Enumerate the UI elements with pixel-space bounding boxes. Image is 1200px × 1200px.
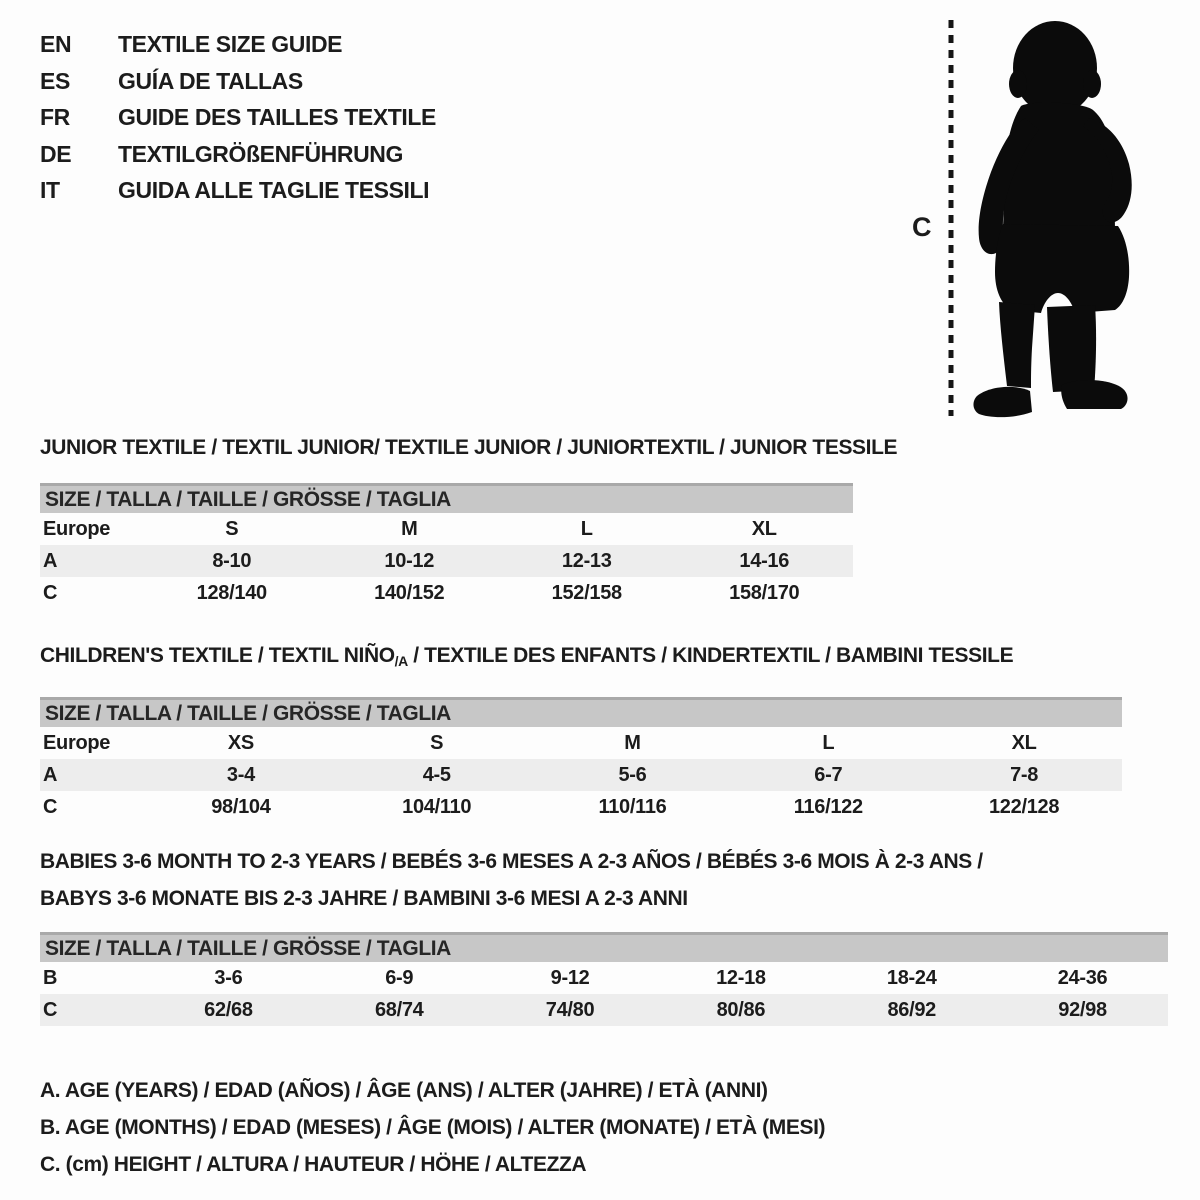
guide-title: GUIDA ALLE TAGLIE TESSILI [118,177,430,203]
size-cell: M [624,731,641,754]
size-cell: XS [227,731,254,754]
size-cell: 12-13 [561,549,612,572]
size-cell: XL [1011,731,1037,754]
size-cell: 98/104 [211,795,271,818]
row-label: B [43,966,58,989]
table-row [40,727,1122,759]
size-cell: S [430,731,444,754]
size-cell: 86/92 [887,998,936,1021]
section-title-text: CHILDREN'S TEXTILE / TEXTIL NIÑO [40,644,395,667]
size-cell: 158/170 [729,581,800,604]
size-cell: 6-7 [814,763,843,786]
table-row [40,545,853,577]
language-title-list [40,26,436,209]
table-row [40,759,1122,791]
table-row [40,791,1122,823]
toddler-silhouette-icon [963,14,1137,418]
row-label: Europe [43,517,111,540]
section-childrens-textile [40,644,1122,823]
size-cell: 14-16 [739,549,790,572]
section-title-text: / TEXTILE DES ENFANTS / KINDERTEXTIL / BAMBINI TESSILE [407,644,1014,667]
language-row [40,99,436,136]
row-label: Europe [43,731,111,754]
guide-title: TEXTILE SIZE GUIDE [118,31,343,57]
size-cell: M [401,517,418,540]
table-row [40,577,853,609]
table-row [40,994,1168,1026]
size-header-bar: SIZE / TALLA / TAILLE / GRÖSSE / TAGLIA [40,697,1122,727]
height-measure-label: C [912,212,932,242]
section-babies [40,843,1168,1026]
size-cell: 122/128 [988,795,1060,818]
size-cell: L [580,517,593,540]
size-cell: 152/158 [551,581,622,604]
size-cell: 128/140 [196,581,267,604]
row-label: C [43,795,58,818]
size-table [40,513,853,609]
language-code: ES [40,67,70,94]
size-table [40,962,1168,1026]
size-cell: 4-5 [422,763,451,786]
size-cell: 3-6 [214,966,243,989]
guide-title: GUIDE DES TAILLES TEXTILE [118,104,436,130]
size-header-bar: SIZE / TALLA / TAILLE / GRÖSSE / TAGLIA [40,483,853,513]
size-cell: 80/86 [716,998,766,1021]
language-code: IT [40,177,60,203]
language-row [40,172,436,209]
size-cell: 74/80 [545,998,595,1021]
size-cell: L [822,731,835,754]
row-label: C [43,581,58,604]
size-cell: 8-10 [212,549,252,572]
section-title-subscript: /A [394,653,408,669]
legend-line-a: A. AGE (YEARS) / EDAD (AÑOS) / ÂGE (ANS) / ALTER (JAHRE) / ETÀ (ANNI) [40,1079,768,1102]
size-cell: 110/116 [598,795,667,818]
size-cell: 3-4 [226,763,255,786]
size-cell: 18-24 [886,966,937,989]
height-dashed-line [946,18,956,418]
section-title [40,644,1122,673]
legend-line-b: B. AGE (MONTHS) / EDAD (MESES) / ÂGE (MOIS) / ALTER (MONATE) / ETÀ (MESI) [40,1116,826,1139]
section-junior-textile [40,436,898,609]
guide-title: TEXTILGRÖßENFÜHRUNG [118,140,403,167]
language-row [40,26,436,63]
section-title: JUNIOR TEXTILE / TEXTIL JUNIOR/ TEXTILE JUNIOR / JUNIORTEXTIL / JUNIOR TESSILE [40,436,898,459]
size-cell: XL [751,517,777,540]
size-table [40,727,1122,823]
size-header-bar: SIZE / TALLA / TAILLE / GRÖSSE / TAGLIA [40,932,1168,962]
language-code: EN [40,31,72,57]
size-cell: 68/74 [374,998,424,1021]
language-code: FR [40,104,70,130]
table-row [40,962,1168,994]
section-title-line1: BABIES 3-6 MONTH TO 2-3 YEARS / BEBÉS 3-6 MESES A 2-3 AÑOS / BÉBÉS 3-6 MOIS À 2-3 ANS / [40,850,983,873]
measure-legend [40,1072,825,1183]
size-cell: 116/122 [793,795,863,818]
language-row [40,63,436,100]
size-cell: 6-9 [385,966,414,989]
table-row [40,513,853,545]
guide-title: GUÍA DE TALLAS [118,67,303,94]
row-label: C [43,998,58,1021]
size-cell: 12-18 [716,966,766,989]
language-code: DE [40,140,72,167]
language-row [40,136,436,173]
size-cell: 140/152 [374,581,445,604]
section-title-line2: BABYS 3-6 MONATE BIS 2-3 JAHRE / BAMBINI 3-6 MESI A 2-3 ANNI [40,887,688,910]
row-label: A [43,763,58,786]
size-cell: 9-12 [550,966,590,989]
legend-line-c: C. (cm) HEIGHT / ALTURA / HAUTEUR / HÖHE / ALTEZZA [40,1153,587,1176]
size-cell: 7-8 [1010,763,1039,786]
size-cell: S [225,517,239,540]
row-label: A [43,549,58,572]
size-cell: 5-6 [618,763,647,786]
size-cell: 104/110 [402,795,472,818]
size-cell: 62/68 [204,998,253,1021]
size-cell: 10-12 [384,549,435,572]
size-cell: 92/98 [1058,998,1107,1021]
size-cell: 24-36 [1057,966,1108,989]
